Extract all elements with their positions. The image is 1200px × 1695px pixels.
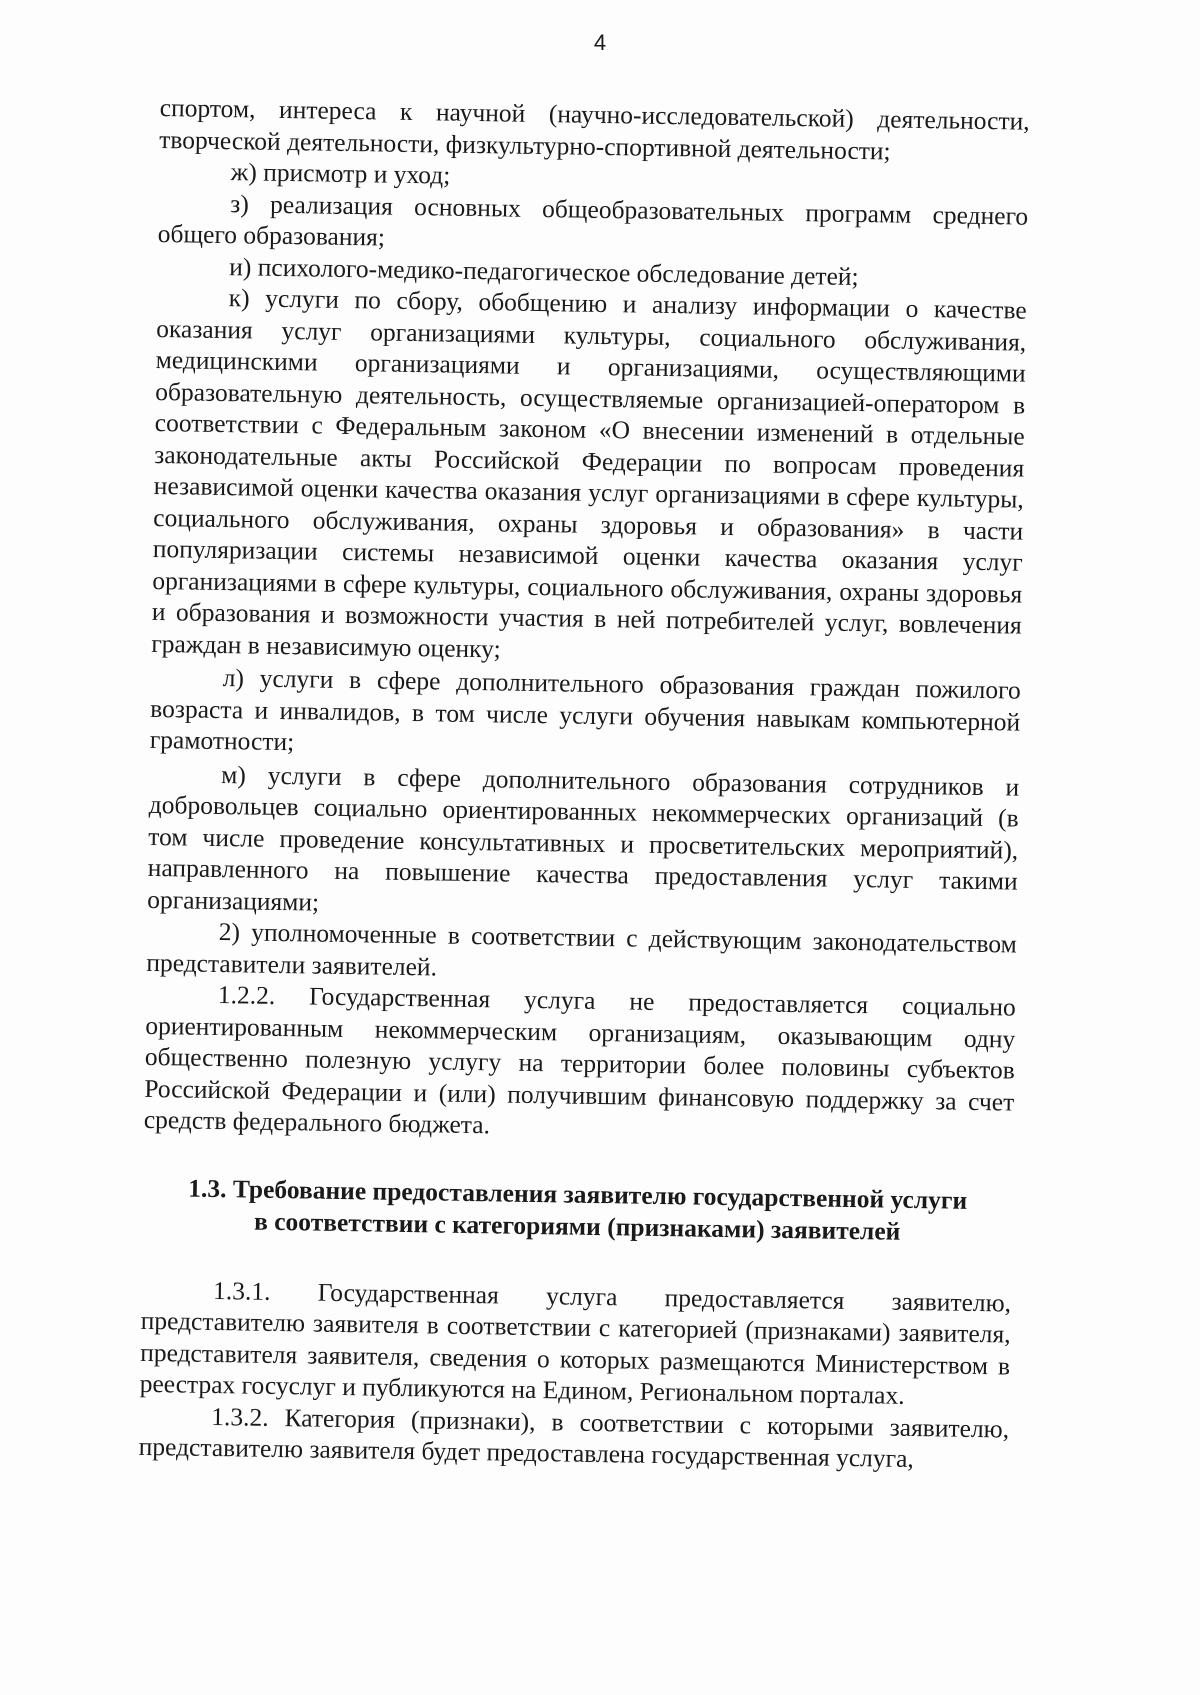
paragraph-1-3-2: 1.3.2. Категория (признаки), в соответствии с которыми заявителю, представителю заявителя будет предоставлена государственная услуга, bbox=[138, 1401, 1010, 1474]
paragraph-1-2-2: 1.2.2. Государственная услуга не предоставляется социально ориентированным некоммерческим организациям, оказывающим одну общественно полезную услугу на территории более половины субъектов Российской Федерации и (или) получившим финансовую поддержку за счет средств федерального бюджета. bbox=[143, 980, 1016, 1140]
paragraph-continuation: спортом, интереса к научной (научно-исследовательской) деятельности, творческой деятельности, физкультурно-спортивной деятельности; bbox=[159, 92, 1030, 165]
section-heading-line-1: 1.3. Требование предоставления заявителю государственной услуги bbox=[188, 1173, 968, 1215]
paragraph-item-i: и) психолого-медико-педагогическое обследование детей; bbox=[229, 251, 859, 291]
paragraph-item-zh: ж) присмотр и уход; bbox=[230, 157, 451, 190]
paragraph-item-m: м) услуги в сфере дополнительного образования сотрудников и добровольцев социально ориентированных некоммерческих организаций (в том числе проведение консультативных и просветительских мероприятий), направленного на повышение качества предоставления услуг такими организациями; bbox=[147, 759, 1020, 917]
paragraph-item-z: з) реализация основных общеобразовательных программ среднего общего образования; bbox=[157, 188, 1029, 252]
paragraph-item-l: л) услуги в сфере дополнительного образования граждан пожилого возраста и инвалидов, в том числе услуги обучения навыкам компьютерной грамотности; bbox=[149, 663, 1021, 757]
section-heading-line-2: в соответствии с категориями (признаками) заявителей bbox=[253, 1206, 901, 1246]
page-number: 4 bbox=[593, 30, 607, 55]
paragraph-item-2: 2) уполномоченные в соответствии с действующим законодательством представители заявителей. bbox=[146, 917, 1017, 981]
paragraph-item-k: к) услуги по сбору, обобщению и анализу информации о качестве оказания услуг организациями культуры, социального обслуживания, медицинскими организациями и организациями, осуществляющими образовательную деятельность, осуществляемые организацией-оператором в соответствии с Федеральным законом «О внесении изменений в отдельные законодательные акты Российской Федерации по вопросам проведения независимой оценки качества оказания услуг организациями в сфере культуры, социального обслуживания, охраны здоровья и образования» в части популяризации системы независимой оценки качества оказания услуг организациями в сфере культуры, социального обслуживания, охраны здоровья и образования и возможности участия в ней потребителей услуг, вовлечения граждан в независимую оценку; bbox=[151, 283, 1027, 663]
document-body bbox=[138, 92, 1029, 1476]
paragraph-1-3-1: 1.3.1. Государственная услуга предоставляется заявителю, представителю заявителя в соответствии с категорией (признаками) заявителя, представителя заявителя, сведения о которых размещаются Министерством в реестрах госуслуг и публикуются на Едином, Региональном порталах. bbox=[139, 1275, 1012, 1410]
section-heading bbox=[142, 1171, 1013, 1249]
